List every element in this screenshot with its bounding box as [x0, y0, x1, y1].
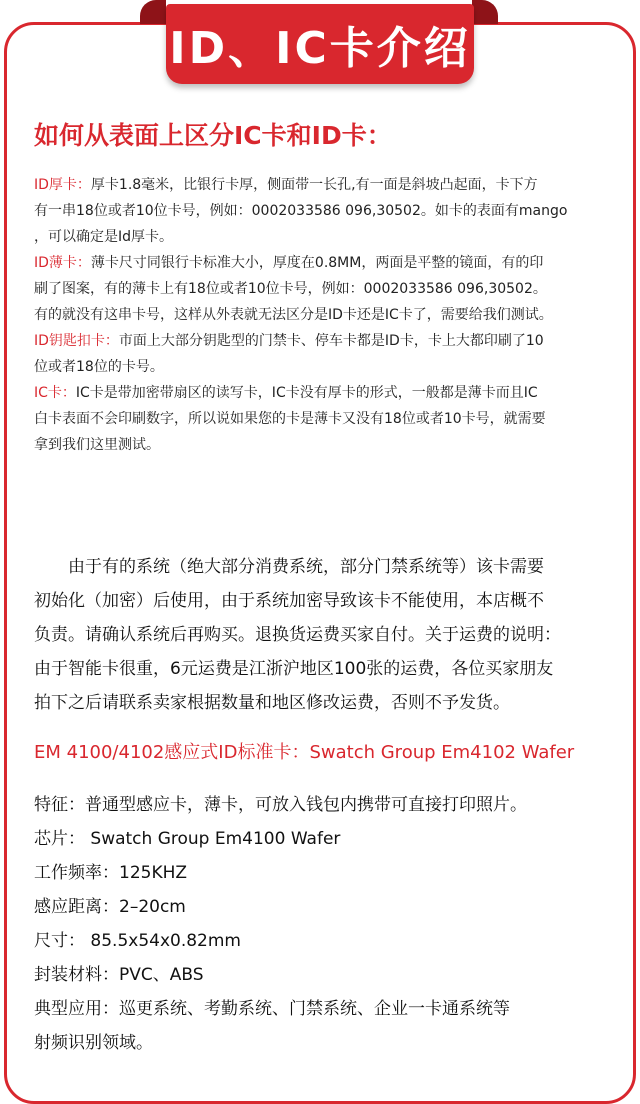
intro-line: 白卡表面不会印刷数字，所以说如果您的卡是薄卡又没有18位或者10卡号，就需要 — [34, 411, 546, 427]
spec-line: 典型应用：巡更系统、考勤系统、门禁系统、企业一卡通系统等 — [34, 999, 510, 1019]
intro-line: 有的就没有这串卡号，这样从外表就无法区分是ID卡还是IC卡了，需要给我们测试。 — [34, 307, 553, 323]
intro-line: 拿到我们这里测试。 — [34, 437, 160, 453]
spec-line: 特征：普通型感应卡，薄卡，可放入钱包内携带可直接打印照片。 — [34, 795, 527, 815]
intro-line: 有一串18位或者10位卡号，例如：0002033586 096,30502。如卡的表面有mango — [34, 203, 568, 219]
product-specs — [34, 788, 624, 1060]
intro-line: ，可以确定是Id厚卡。 — [34, 229, 174, 245]
title-banner — [166, 4, 474, 84]
card-types-intro — [34, 172, 622, 458]
spec-line: 工作频率：125KHZ — [34, 863, 188, 883]
banner-ribbon-left — [140, 0, 166, 24]
notice-line: 拍下之后请联系卖家根据数量和地区修改运费，否则不予发货。 — [34, 693, 510, 713]
notice-line: 初始化（加密）后使用，由于系统加密导致该卡不能使用，本店概不 — [34, 591, 544, 611]
shipping-notice — [34, 550, 624, 720]
intro-label-id-keyfob: ID钥匙扣卡： — [34, 333, 119, 349]
intro-line: ID薄卡：薄卡尺寸同银行卡标准大小，厚度在0.8MM，两面是平整的镜面，有的印 — [34, 255, 544, 271]
notice-line: 由于有的系统（绝大部分消费系统，部分门禁系统等）该卡需要 — [34, 557, 544, 577]
intro-label-id-thick: ID厚卡： — [34, 177, 91, 193]
notice-line: 负责。请确认系统后再购买。退换货运费买家自付。关于运费的说明： — [34, 625, 561, 645]
notice-line: 由于智能卡很重，6元运费是江浙沪地区100张的运费，各位买家朋友 — [34, 659, 554, 679]
spec-line: 封装材料：PVC、ABS — [34, 965, 204, 985]
intro-label-id-thin: ID薄卡： — [34, 255, 91, 271]
spec-line: 尺寸： 85.5x54x0.82mm — [34, 931, 241, 951]
intro-line: ID钥匙扣卡：市面上大部分钥匙型的门禁卡、停车卡都是ID卡，卡上大都印刷了10 — [34, 333, 544, 349]
spec-line: 芯片： Swatch Group Em4100 Wafer — [34, 829, 341, 849]
banner-title: ID、IC卡介绍 — [169, 23, 471, 74]
intro-line: 刷了图案，有的薄卡上有18位或者10位卡号，例如：0002033586 096,30502。 — [34, 281, 547, 297]
intro-line: 位或者18位的卡号。 — [34, 359, 164, 375]
intro-line: ID厚卡：厚卡1.8毫米，比银行卡厚，侧面带一长孔,有一面是斜坡凸起面，卡下方 — [34, 177, 538, 193]
spec-line: 射频识别领域。 — [34, 1033, 153, 1053]
intro-label-ic: IC卡： — [34, 385, 76, 401]
spec-line: 感应距离：2–20cm — [34, 897, 186, 917]
product-title: EM 4100/4102感应式ID标准卡：Swatch Group Em4102 Wafer — [34, 742, 575, 763]
intro-line: IC卡：IC卡是带加密带扇区的读写卡，IC卡没有厚卡的形式，一般都是薄卡而且IC — [34, 385, 538, 401]
section-heading: 如何从表面上区分IC卡和ID卡： — [34, 121, 392, 150]
banner-ribbon-right — [472, 0, 498, 24]
